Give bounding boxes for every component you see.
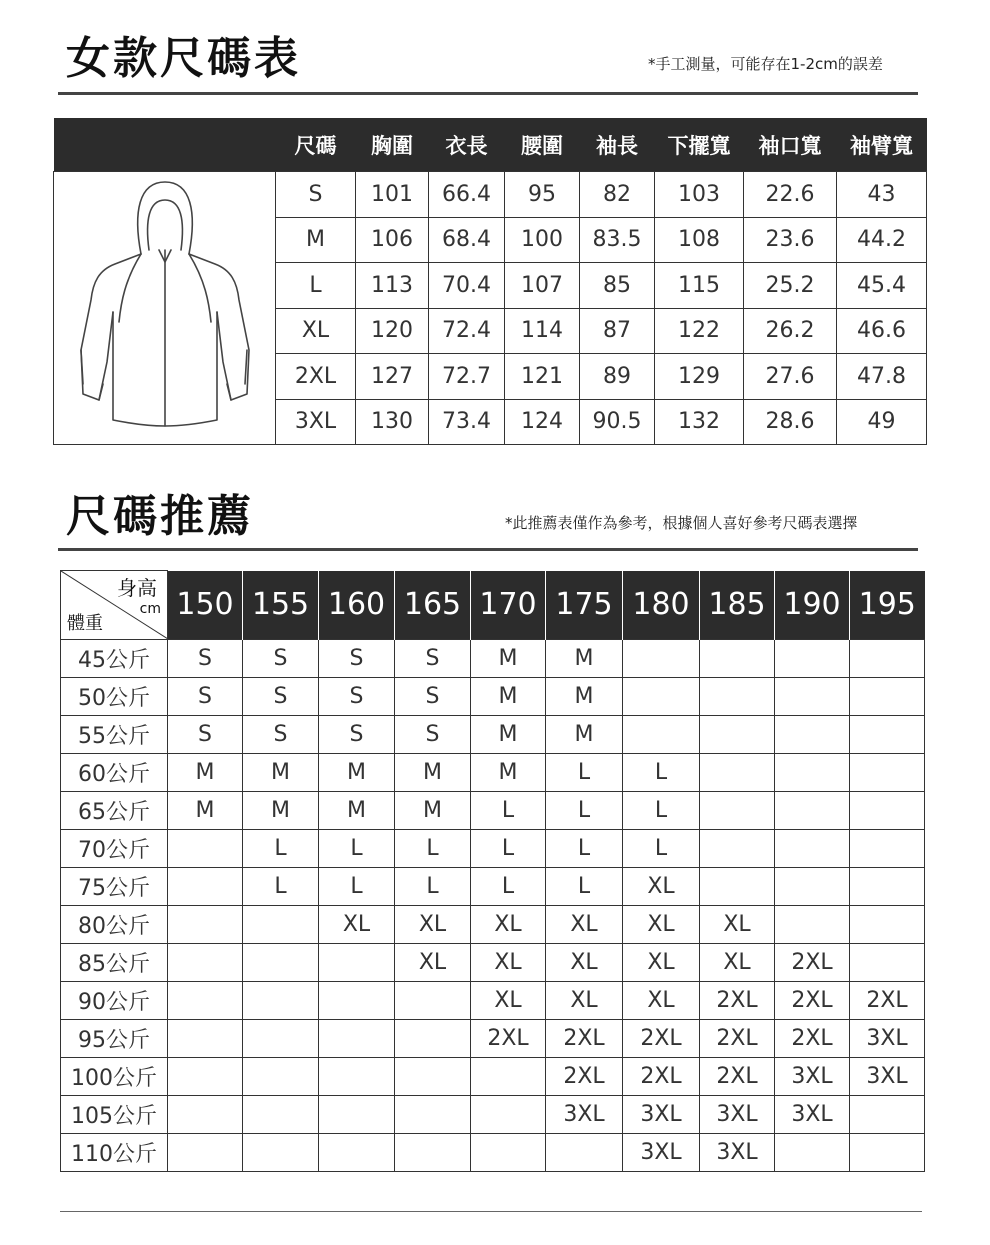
size-cell: 106 <box>356 217 429 263</box>
recommended-size-cell <box>700 678 775 716</box>
weight-label: 110公斤 <box>61 1134 168 1172</box>
recommended-size-cell: 3XL <box>775 1058 850 1096</box>
recommended-size-cell: XL <box>395 944 471 982</box>
recommended-size-cell: XL <box>623 982 700 1020</box>
recommended-size-cell <box>319 982 395 1020</box>
recommended-size-cell: XL <box>623 868 700 906</box>
recommended-size-cell: 2XL <box>700 1020 775 1058</box>
recommended-size-cell: XL <box>623 944 700 982</box>
recommended-size-cell: M <box>546 640 623 678</box>
recommended-size-cell <box>623 678 700 716</box>
size-cell: 45.4 <box>837 263 927 309</box>
recommended-size-cell: L <box>623 830 700 868</box>
weight-label: 55公斤 <box>61 716 168 754</box>
recommended-size-cell <box>775 716 850 754</box>
recommended-size-cell: S <box>319 716 395 754</box>
weight-label: 90公斤 <box>61 982 168 1020</box>
recommended-size-cell <box>168 1134 243 1172</box>
recommended-size-cell: 3XL <box>775 1096 850 1134</box>
size-chart-divider <box>58 92 918 95</box>
corner-unit: cm <box>139 601 161 617</box>
recommended-size-cell: 2XL <box>623 1058 700 1096</box>
recommended-size-cell: S <box>168 640 243 678</box>
size-cell: 129 <box>655 354 744 400</box>
recommendation-row <box>61 678 925 716</box>
size-cell: 100 <box>505 217 580 263</box>
jacket-illustration <box>54 172 276 445</box>
size-cell: 3XL <box>276 399 356 445</box>
recommended-size-cell <box>623 716 700 754</box>
recommended-size-cell <box>850 830 925 868</box>
size-cell: 89 <box>580 354 655 400</box>
recommended-size-cell: 2XL <box>471 1020 546 1058</box>
recommended-size-cell: 2XL <box>700 1058 775 1096</box>
recommended-size-cell: 2XL <box>700 982 775 1020</box>
recommendation-row <box>61 868 925 906</box>
corner-weight-label: 體重 <box>67 613 103 634</box>
recommended-size-cell <box>319 1020 395 1058</box>
size-chart-note: *手工測量，可能存在1-2cm的誤差 <box>648 55 883 73</box>
recommended-size-cell: M <box>471 678 546 716</box>
recommended-size-cell <box>395 1020 471 1058</box>
recommended-size-cell: L <box>546 830 623 868</box>
recommended-size-cell <box>395 982 471 1020</box>
recommended-size-cell: M <box>319 754 395 792</box>
recommendation-row <box>61 1096 925 1134</box>
header-cell: 尺碼 <box>276 118 356 172</box>
size-cell: 28.6 <box>744 399 837 445</box>
size-cell: 27.6 <box>744 354 837 400</box>
recommended-size-cell <box>775 906 850 944</box>
recommended-size-cell: 2XL <box>775 982 850 1020</box>
recommended-size-cell <box>850 754 925 792</box>
recommended-size-cell <box>243 906 319 944</box>
height-header-cell: 190 <box>775 571 850 640</box>
recommended-size-cell: M <box>168 792 243 830</box>
recommended-size-cell: 2XL <box>546 1058 623 1096</box>
recommended-size-cell: M <box>471 716 546 754</box>
recommended-size-cell: 2XL <box>546 1020 623 1058</box>
bottom-divider <box>60 1211 922 1212</box>
weight-label: 50公斤 <box>61 678 168 716</box>
weight-label: 80公斤 <box>61 906 168 944</box>
size-cell: 85 <box>580 263 655 309</box>
recommendation-row <box>61 906 925 944</box>
recommended-size-cell: S <box>243 640 319 678</box>
recommended-size-cell <box>775 754 850 792</box>
recommended-size-cell: L <box>546 792 623 830</box>
recommended-size-cell: L <box>243 830 319 868</box>
recommended-size-cell <box>850 792 925 830</box>
size-cell: 2XL <box>276 354 356 400</box>
recommended-size-cell: M <box>243 754 319 792</box>
size-cell: 120 <box>356 308 429 354</box>
recommended-size-cell: L <box>546 868 623 906</box>
recommended-size-cell: M <box>395 754 471 792</box>
recommendation-row <box>61 754 925 792</box>
height-header-cell: 180 <box>623 571 700 640</box>
size-cell: 122 <box>655 308 744 354</box>
header-cell: 腰圍 <box>505 118 580 172</box>
recommended-size-cell <box>243 982 319 1020</box>
corner-height-label: 身高 <box>117 576 157 600</box>
size-cell: 127 <box>356 354 429 400</box>
weight-label: 105公斤 <box>61 1096 168 1134</box>
recommended-size-cell: M <box>168 754 243 792</box>
recommendation-row <box>61 830 925 868</box>
size-row <box>54 172 927 218</box>
recommended-size-cell: XL <box>319 906 395 944</box>
recommended-size-cell <box>775 868 850 906</box>
recommended-size-cell: S <box>243 678 319 716</box>
recommended-size-cell <box>471 1058 546 1096</box>
size-cell: 46.6 <box>837 308 927 354</box>
size-cell: 47.8 <box>837 354 927 400</box>
jacket-header-blank <box>54 118 276 172</box>
size-cell: 130 <box>356 399 429 445</box>
recommended-size-cell <box>243 944 319 982</box>
recommended-size-cell: 3XL <box>850 1020 925 1058</box>
recommended-size-cell: 3XL <box>850 1058 925 1096</box>
recommended-size-cell <box>850 906 925 944</box>
recommended-size-cell: XL <box>546 944 623 982</box>
recommendation-divider <box>58 548 918 551</box>
height-header-cell: 165 <box>395 571 471 640</box>
recommended-size-cell <box>168 906 243 944</box>
recommended-size-cell: L <box>546 754 623 792</box>
size-cell: 70.4 <box>429 263 505 309</box>
recommended-size-cell <box>700 640 775 678</box>
height-header-cell: 150 <box>168 571 243 640</box>
recommended-size-cell: S <box>168 678 243 716</box>
header-cell: 袖口寬 <box>744 118 837 172</box>
recommended-size-cell <box>700 716 775 754</box>
recommended-size-cell <box>775 792 850 830</box>
size-cell: 49 <box>837 399 927 445</box>
size-cell: 73.4 <box>429 399 505 445</box>
recommendation-row <box>61 944 925 982</box>
recommended-size-cell <box>395 1058 471 1096</box>
recommended-size-cell: XL <box>471 906 546 944</box>
size-cell: M <box>276 217 356 263</box>
recommended-size-cell: XL <box>395 906 471 944</box>
recommended-size-cell: 2XL <box>775 1020 850 1058</box>
recommended-size-cell: 2XL <box>850 982 925 1020</box>
recommendation-row <box>61 1020 925 1058</box>
recommended-size-cell <box>775 1134 850 1172</box>
recommended-size-cell <box>775 678 850 716</box>
recommended-size-cell: L <box>395 868 471 906</box>
recommended-size-cell: M <box>471 754 546 792</box>
recommended-size-cell: 3XL <box>623 1096 700 1134</box>
recommended-size-cell <box>850 678 925 716</box>
recommended-size-cell <box>850 944 925 982</box>
height-header-cell: 155 <box>243 571 319 640</box>
recommendation-row <box>61 716 925 754</box>
recommended-size-cell: M <box>243 792 319 830</box>
size-cell: 103 <box>655 172 744 218</box>
size-cell: 114 <box>505 308 580 354</box>
recommended-size-cell: XL <box>471 982 546 1020</box>
size-cell: L <box>276 263 356 309</box>
size-cell: 23.6 <box>744 217 837 263</box>
recommended-size-cell: S <box>243 716 319 754</box>
recommendation-header-row <box>61 571 925 640</box>
size-chart-table <box>53 118 927 445</box>
recommended-size-cell <box>850 868 925 906</box>
recommended-size-cell <box>700 754 775 792</box>
recommendation-row <box>61 792 925 830</box>
recommended-size-cell <box>471 1096 546 1134</box>
recommended-size-cell <box>850 716 925 754</box>
recommended-size-cell: XL <box>623 906 700 944</box>
header-cell: 下擺寬 <box>655 118 744 172</box>
size-cell: 25.2 <box>744 263 837 309</box>
header-cell: 胸圍 <box>356 118 429 172</box>
recommendation-table <box>60 570 925 1172</box>
header-cell: 袖長 <box>580 118 655 172</box>
weight-label: 60公斤 <box>61 754 168 792</box>
recommended-size-cell <box>700 792 775 830</box>
recommended-size-cell: M <box>546 678 623 716</box>
size-cell: 132 <box>655 399 744 445</box>
recommended-size-cell <box>471 1134 546 1172</box>
recommendation-title: 尺碼推薦 <box>66 491 254 542</box>
recommended-size-cell <box>319 944 395 982</box>
recommended-size-cell <box>319 1096 395 1134</box>
recommended-size-cell <box>243 1058 319 1096</box>
weight-label: 75公斤 <box>61 868 168 906</box>
recommended-size-cell <box>850 1134 925 1172</box>
recommended-size-cell <box>395 1134 471 1172</box>
recommended-size-cell: 2XL <box>623 1020 700 1058</box>
recommended-size-cell <box>243 1096 319 1134</box>
recommended-size-cell: 3XL <box>623 1134 700 1172</box>
weight-label: 100公斤 <box>61 1058 168 1096</box>
recommended-size-cell <box>168 944 243 982</box>
recommendation-row <box>61 640 925 678</box>
size-cell: XL <box>276 308 356 354</box>
recommendation-row <box>61 1134 925 1172</box>
recommended-size-cell: XL <box>700 906 775 944</box>
size-cell: 95 <box>505 172 580 218</box>
recommended-size-cell <box>850 640 925 678</box>
recommended-size-cell: S <box>395 640 471 678</box>
recommended-size-cell <box>850 1096 925 1134</box>
height-header-cell: 170 <box>471 571 546 640</box>
recommended-size-cell: 3XL <box>700 1096 775 1134</box>
recommended-size-cell: L <box>623 754 700 792</box>
recommended-size-cell: L <box>623 792 700 830</box>
recommendation-row <box>61 1058 925 1096</box>
size-cell: 82 <box>580 172 655 218</box>
recommended-size-cell <box>168 830 243 868</box>
recommendation-row <box>61 982 925 1020</box>
weight-label: 65公斤 <box>61 792 168 830</box>
header-cell: 衣長 <box>429 118 505 172</box>
recommended-size-cell: M <box>395 792 471 830</box>
size-cell: 72.4 <box>429 308 505 354</box>
size-cell: 44.2 <box>837 217 927 263</box>
recommended-size-cell <box>168 868 243 906</box>
recommended-size-cell: L <box>471 830 546 868</box>
size-cell: S <box>276 172 356 218</box>
weight-label: 45公斤 <box>61 640 168 678</box>
recommended-size-cell: L <box>319 868 395 906</box>
recommended-size-cell: L <box>471 792 546 830</box>
recommended-size-cell: L <box>319 830 395 868</box>
height-header-cell: 185 <box>700 571 775 640</box>
recommended-size-cell: L <box>395 830 471 868</box>
recommended-size-cell: 2XL <box>775 944 850 982</box>
recommended-size-cell: M <box>546 716 623 754</box>
weight-label: 95公斤 <box>61 1020 168 1058</box>
size-cell: 115 <box>655 263 744 309</box>
height-header-cell: 160 <box>319 571 395 640</box>
recommendation-note: *此推薦表僅作為參考，根據個人喜好參考尺碼表選擇 <box>505 514 858 532</box>
recommended-size-cell: XL <box>546 906 623 944</box>
hoodie-icon <box>55 172 275 438</box>
recommended-size-cell: S <box>319 640 395 678</box>
recommended-size-cell <box>775 640 850 678</box>
recommended-size-cell: L <box>243 868 319 906</box>
recommended-size-cell: XL <box>546 982 623 1020</box>
recommended-size-cell: S <box>395 716 471 754</box>
recommended-size-cell <box>700 868 775 906</box>
size-cell: 90.5 <box>580 399 655 445</box>
size-cell: 26.2 <box>744 308 837 354</box>
recommended-size-cell: S <box>395 678 471 716</box>
size-cell: 121 <box>505 354 580 400</box>
recommended-size-cell <box>775 830 850 868</box>
size-cell: 107 <box>505 263 580 309</box>
size-chart-title: 女款尺碼表 <box>66 33 301 84</box>
recommended-size-cell <box>700 830 775 868</box>
recommended-size-cell <box>243 1020 319 1058</box>
recommended-size-cell: XL <box>700 944 775 982</box>
size-cell: 83.5 <box>580 217 655 263</box>
size-cell: 87 <box>580 308 655 354</box>
size-cell: 66.4 <box>429 172 505 218</box>
recommended-size-cell: M <box>471 640 546 678</box>
size-cell: 72.7 <box>429 354 505 400</box>
recommended-size-cell <box>623 640 700 678</box>
recommended-size-cell: L <box>471 868 546 906</box>
recommended-size-cell <box>319 1134 395 1172</box>
recommended-size-cell <box>168 1058 243 1096</box>
recommended-size-cell: M <box>319 792 395 830</box>
size-cell: 108 <box>655 217 744 263</box>
header-cell: 袖臂寬 <box>837 118 927 172</box>
size-cell: 101 <box>356 172 429 218</box>
recommended-size-cell: S <box>168 716 243 754</box>
recommended-size-cell <box>168 1096 243 1134</box>
weight-label: 70公斤 <box>61 830 168 868</box>
height-header-cell: 175 <box>546 571 623 640</box>
recommended-size-cell <box>546 1134 623 1172</box>
recommended-size-cell: 3XL <box>546 1096 623 1134</box>
size-cell: 124 <box>505 399 580 445</box>
recommended-size-cell: 3XL <box>700 1134 775 1172</box>
corner-cell <box>61 571 168 640</box>
recommended-size-cell: XL <box>471 944 546 982</box>
recommended-size-cell <box>319 1058 395 1096</box>
recommended-size-cell <box>395 1096 471 1134</box>
size-cell: 113 <box>356 263 429 309</box>
size-cell: 68.4 <box>429 217 505 263</box>
recommended-size-cell <box>168 982 243 1020</box>
size-cell: 43 <box>837 172 927 218</box>
recommended-size-cell <box>168 1020 243 1058</box>
size-cell: 22.6 <box>744 172 837 218</box>
recommended-size-cell <box>243 1134 319 1172</box>
size-chart-header-row <box>54 118 927 172</box>
recommended-size-cell: S <box>319 678 395 716</box>
height-header-cell: 195 <box>850 571 925 640</box>
weight-label: 85公斤 <box>61 944 168 982</box>
